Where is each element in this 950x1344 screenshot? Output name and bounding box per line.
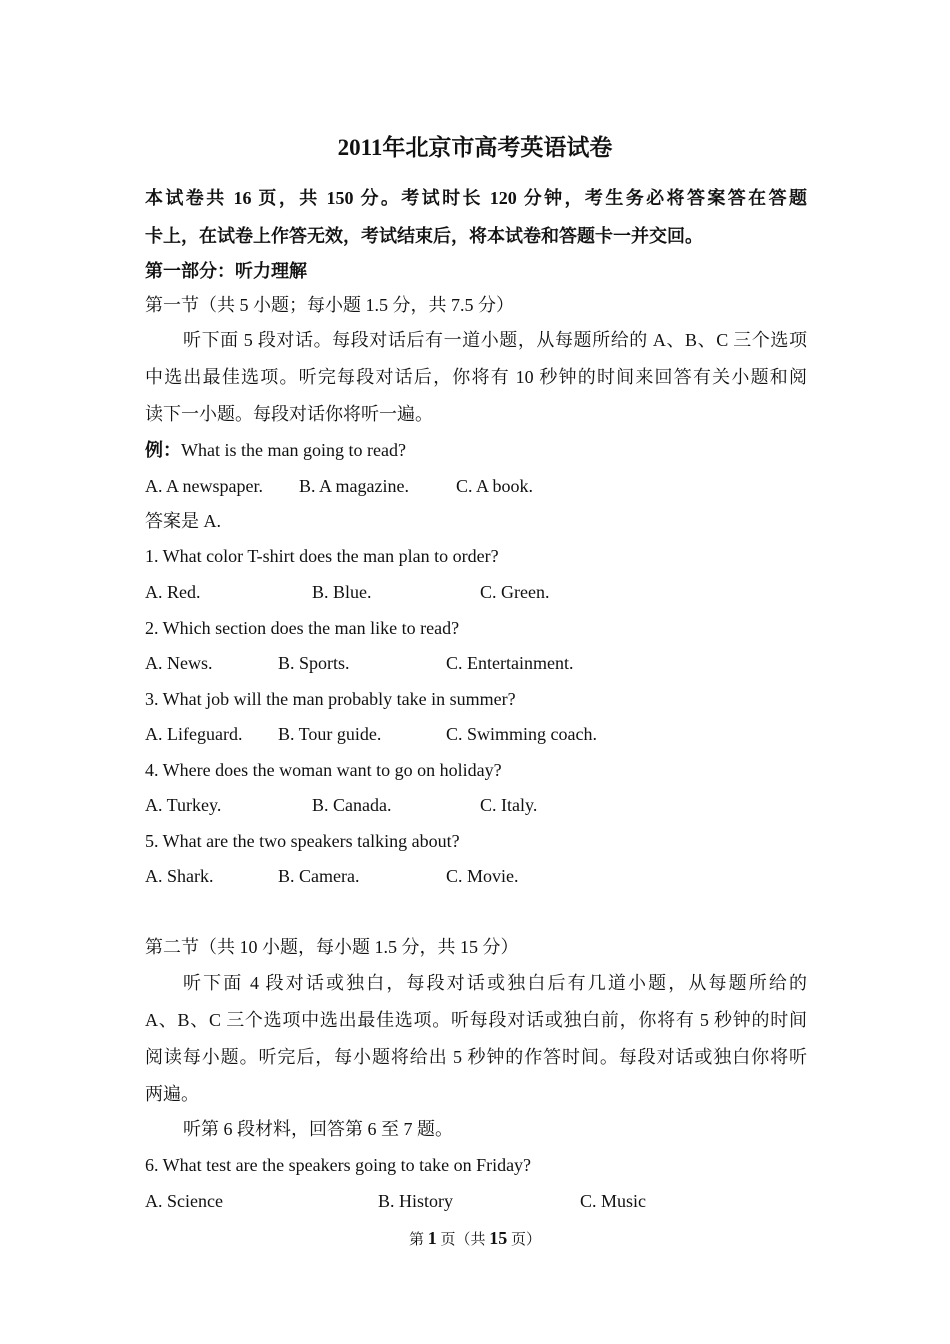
question-option: A. News. [145, 653, 213, 673]
section2-instruction-line: A、B、C 三个选项中选出最佳选项。听每段对话或独白前，你将有 5 秒钟的时间 [145, 1010, 807, 1030]
question-option: B. Camera. [278, 866, 360, 886]
question-option: C. Entertainment. [446, 653, 574, 673]
example-question-text: What is the man going to read? [181, 440, 406, 460]
material-note: 听第 6 段材料，回答第 6 至 7 题。 [183, 1119, 453, 1139]
question-option: C. Music [580, 1191, 647, 1211]
footer-prefix: 第 [408, 1232, 424, 1248]
question-option: A. Red. [145, 582, 201, 602]
section1-heading: 第一节（共 5 小题；每小题 1.5 分，共 7.5 分） [145, 295, 514, 315]
example-label: 例： [145, 440, 181, 460]
footer-page-number: 1 [427, 1228, 437, 1248]
question-3: 3. What job will the man probably take in summer? [145, 689, 516, 709]
section2-instruction-line: 听下面 4 段对话或独白，每段对话或独白后有几道小题，从每题所给的 [183, 973, 807, 993]
question-option: B. Tour guide. [278, 724, 382, 744]
question-option: B. Blue. [312, 582, 372, 602]
intro-line-2: 卡上，在试卷上作答无效，考试结束后，将本试卷和答题卡一并交回。 [145, 226, 703, 246]
footer-total-pages: 15 [489, 1228, 508, 1248]
question-option: C. Italy. [480, 795, 538, 815]
example-option: C. A book. [456, 476, 534, 496]
question-6: 6. What test are the speakers going to take on Friday? [145, 1155, 532, 1175]
footer-suffix: 页） [511, 1232, 542, 1248]
example-question [145, 437, 406, 463]
question-option: B. History [378, 1191, 454, 1211]
question-option: B. Canada. [312, 795, 392, 815]
question-1: 1. What color T-shirt does the man plan to order? [145, 546, 499, 566]
question-option: B. Sports. [278, 653, 350, 673]
example-option: A. A newspaper. [145, 476, 263, 496]
example-answer: 答案是 A. [145, 511, 221, 531]
question-option: C. Green. [480, 582, 550, 602]
section1-instruction-line: 中选出最佳选项。听完每段对话后，你将有 10 秒钟的时间来回答有关小题和阅 [145, 367, 807, 387]
section2-heading: 第二节（共 10 小题，每小题 1.5 分，共 15 分） [145, 937, 519, 957]
example-option: B. A magazine. [299, 476, 409, 496]
question-option: C. Movie. [446, 866, 519, 886]
intro-line-1: 本试卷共 16 页，共 150 分。考试时长 120 分钟，考生务必将答案答在答题 [145, 188, 807, 208]
question-option: A. Shark. [145, 866, 214, 886]
question-2: 2. Which section does the man like to read? [145, 618, 460, 638]
section2-instruction-line: 两遍。 [145, 1084, 199, 1104]
part1-heading: 第一部分：听力理解 [145, 261, 307, 281]
section2-instruction-line: 阅读每小题。听完后，每小题将给出 5 秒钟的作答时间。每段对话或独白你将听 [145, 1047, 807, 1067]
question-option: A. Lifeguard. [145, 724, 243, 744]
section1-instruction-line: 读下一小题。每段对话你将听一遍。 [145, 404, 433, 424]
question-option: C. Swimming coach. [446, 724, 597, 744]
footer-middle: 页（共 [440, 1232, 486, 1248]
question-option: A. Turkey. [145, 795, 222, 815]
section1-instruction-line: 听下面 5 段对话。每段对话后有一道小题，从每题所给的 A、B、C 三个选项 [183, 330, 807, 350]
page-title: 2011年北京市高考英语试卷 [337, 135, 613, 160]
question-option: A. Science [145, 1191, 223, 1211]
question-4: 4. Where does the woman want to go on holiday? [145, 760, 502, 780]
page-footer [0, 1226, 950, 1252]
question-5: 5. What are the two speakers talking about? [145, 831, 460, 851]
